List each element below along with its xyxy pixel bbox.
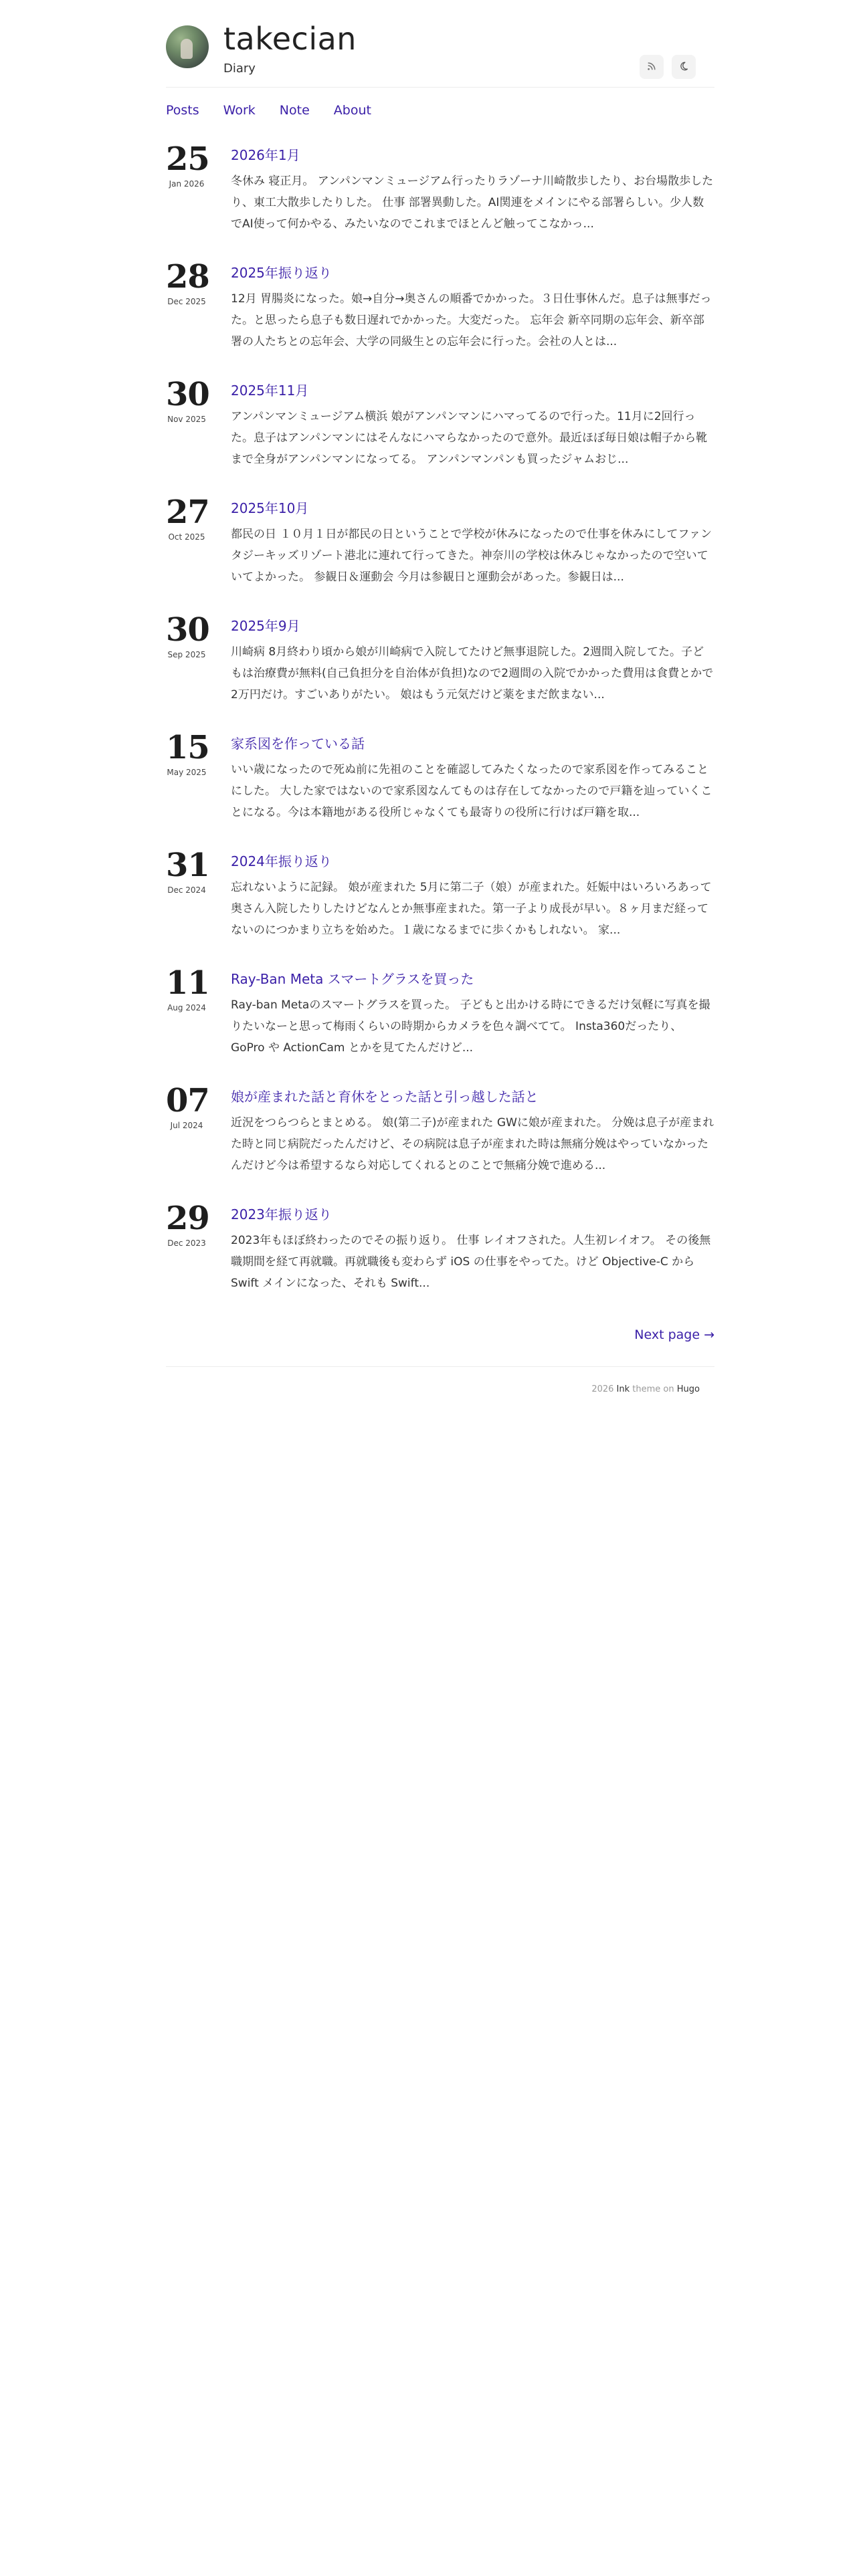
- post-item: [166, 612, 714, 730]
- post-day: 27: [166, 494, 209, 531]
- post-day: 11: [166, 964, 209, 1002]
- footer-theme-text: theme on: [632, 1384, 674, 1394]
- post-summary: 忘れないように記録。 娘が産まれた 5月に第二子（娘）が産まれた。妊娠中はいろいろあって奥さん入院したりしたけどなんとか無事産まれた。第一子より成長が早い。８ヶ月まだ経ってないのにつかまり立ちを始めた。１歳になるまでに歩くかもしれない。 家...: [231, 881, 712, 937]
- post-content: [231, 1088, 715, 1176]
- post-item: [166, 1200, 714, 1318]
- post-item: [166, 730, 714, 847]
- post-item: [166, 494, 714, 612]
- post-item: [166, 259, 714, 377]
- post-title-link[interactable]: 2025年振り返り: [231, 265, 332, 281]
- post-item: [166, 141, 714, 259]
- rss-icon: [647, 61, 656, 74]
- post-date: [166, 847, 207, 895]
- post-day: 07: [166, 1082, 209, 1119]
- post-summary: 川崎病 8月終わり頃から娘が川崎病で入院してたけど無事退院した。2週間入院してた。子どもは治療費が無料(自己負担分を自治体が負担)なので2週間の入院でかかった費用は食費とかで2万円だけ。すごいありがたい。 娘はもう元気だけど薬をまだ飲まない...: [231, 645, 714, 702]
- post-item: [166, 847, 714, 965]
- post-content: [231, 500, 715, 588]
- post-date: [166, 141, 207, 189]
- site-header: [166, 0, 714, 88]
- post-title-link[interactable]: 娘が産まれた話と育休をとった話と引っ越した話と: [231, 1089, 539, 1105]
- post-day: 28: [166, 258, 209, 296]
- post-day: 25: [166, 140, 209, 178]
- post-summary: 冬休み 寝正月。 アンパンマンミュージアム行ったりラゾーナ川崎散歩したり、お台場散歩したり、東工大散歩したりした。 仕事 部署異動した。AI関連をメインにやる部署らしい。少人数でAI使って何かやる、みたいなのでこれまでほとんど触ってこなかっ...: [231, 175, 714, 231]
- footer-year: 2026: [591, 1384, 614, 1394]
- post-month: Dec 2024: [167, 885, 206, 895]
- post-day: 29: [166, 1200, 209, 1237]
- post-month: Jul 2024: [170, 1121, 203, 1130]
- post-summary: Ray-ban Metaのスマートグラスを買った。 子どもと出かける時にできるだけ気軽に写真を撮りたいなーと思って梅雨くらいの時期からカメラを色々調べてて。 Insta360だったり、GoPro や ActionCam とかを見てたんだけど...: [231, 998, 710, 1055]
- post-summary: 12月 胃腸炎になった。娘→自分→奥さんの順番でかかった。３日仕事休んだ。息子は無事だった。と思ったら息子も数日遅れでかかった。大変だった。 忘年会 新卒同期の忘年会、新卒部署の人たちとの忘年会、大学の同級生との忘年会に行った。会社の人とは...: [231, 292, 712, 348]
- post-date: [166, 730, 207, 778]
- next-page-link[interactable]: Next page →: [634, 1327, 714, 1342]
- post-month: Oct 2025: [168, 532, 205, 542]
- nav-item-about[interactable]: About: [333, 103, 371, 118]
- post-month: Dec 2023: [167, 1239, 206, 1248]
- post-day: 30: [166, 611, 209, 649]
- post-month: Dec 2025: [167, 297, 206, 306]
- post-list: [166, 141, 714, 1318]
- avatar[interactable]: [166, 25, 209, 68]
- post-content: [231, 853, 715, 941]
- post-item: [166, 965, 714, 1083]
- site-title[interactable]: takecian: [223, 21, 357, 57]
- post-content: [231, 735, 715, 823]
- post-date: [166, 494, 207, 542]
- post-content: [231, 382, 715, 470]
- post-summary: 都民の日 １０月１日が都民の日ということで学校が休みになったので仕事を休みにしてファンタジーキッズリゾート港北に連れて行ってきた。神奈川の学校は休みじゃなかったので空いていてよかった。 参観日＆運動会 今月は参観日と運動会があった。参観日は...: [231, 528, 712, 584]
- site-description: Diary: [223, 62, 256, 76]
- post-summary: アンパンマンミュージアム横浜 娘がアンパンマンにハマってるので行った。11月に2回行った。息子はアンパンマンにはそんなにハマらなかったので意外。最近ほぼ毎日娘は帽子から靴まで全身がアンパンマンになってる。 アンパンマンパンも買ったジャムおじ...: [231, 410, 708, 466]
- post-title-link[interactable]: 2025年9月: [231, 618, 300, 634]
- post-title-link[interactable]: 2024年振り返り: [231, 853, 332, 869]
- post-month: Jan 2026: [169, 179, 205, 189]
- post-content: [231, 970, 715, 1059]
- pagination: [166, 1318, 714, 1361]
- post-date: [166, 1200, 207, 1249]
- post-date: [166, 377, 207, 425]
- post-day: 15: [166, 729, 209, 766]
- post-title-link[interactable]: 家系図を作っている話: [231, 736, 365, 752]
- post-content: [231, 617, 715, 706]
- post-title-link[interactable]: 2023年振り返り: [231, 1206, 332, 1222]
- theme-toggle-button[interactable]: [672, 55, 696, 79]
- moon-icon: [679, 61, 688, 74]
- nav-item-posts[interactable]: Posts: [166, 103, 199, 118]
- post-month: Nov 2025: [167, 415, 206, 424]
- post-date: [166, 259, 207, 307]
- post-content: [231, 146, 715, 235]
- post-content: [231, 264, 715, 352]
- post-item: [166, 377, 714, 494]
- footer-credit: [591, 1384, 700, 1394]
- post-title-link[interactable]: 2026年1月: [231, 147, 300, 163]
- post-date: [166, 1083, 207, 1131]
- site-footer: [166, 1366, 714, 1407]
- rss-button[interactable]: [640, 55, 664, 79]
- post-item: [166, 1083, 714, 1200]
- nav-item-note[interactable]: Note: [279, 103, 310, 118]
- post-day: 30: [166, 376, 209, 413]
- post-date: [166, 965, 207, 1013]
- nav-item-work[interactable]: Work: [223, 103, 256, 118]
- post-title-link[interactable]: 2025年11月: [231, 383, 309, 399]
- footer-engine-link[interactable]: Hugo: [676, 1384, 700, 1394]
- main-nav: [166, 88, 714, 133]
- post-content: [231, 1206, 715, 1294]
- post-month: Aug 2024: [167, 1003, 206, 1012]
- post-month: May 2025: [167, 768, 207, 777]
- post-date: [166, 612, 207, 660]
- post-summary: 2023年もほぼ終わったのでその振り返り。 仕事 レイオフされた。人生初レイオフ。 その後無職期間を経て再就職。再就職後も変わらず iOS の仕事をやってた。けど Objective-C から Swift メインになった、それも Swift...: [231, 1234, 711, 1290]
- page: [166, 0, 714, 1407]
- post-title-link[interactable]: Ray-Ban Meta スマートグラスを買った: [231, 971, 474, 987]
- post-title-link[interactable]: 2025年10月: [231, 500, 309, 516]
- post-day: 31: [166, 847, 209, 884]
- post-summary: 近況をつらつらとまとめる。 娘(第二子)が産まれた GWに娘が産まれた。 分娩は息子が産まれた時と同じ病院だったんだけど、その病院は息子が産まれた時は無痛分娩はやっていなかったんだけど今は希望するなら対応してくれるとのことで無痛分娩で進める...: [231, 1116, 714, 1172]
- footer-theme-link[interactable]: Ink: [616, 1384, 630, 1394]
- post-summary: いい歳になったので死ぬ前に先祖のことを確認してみたくなったので家系図を作ってみることにした。 大した家ではないので家系図なんてものは存在してなかったので戸籍を辿っていくことになる。今は本籍地がある役所じゃなくても最寄りの役所に行けば戸籍を取...: [231, 763, 712, 819]
- post-month: Sep 2025: [167, 650, 206, 659]
